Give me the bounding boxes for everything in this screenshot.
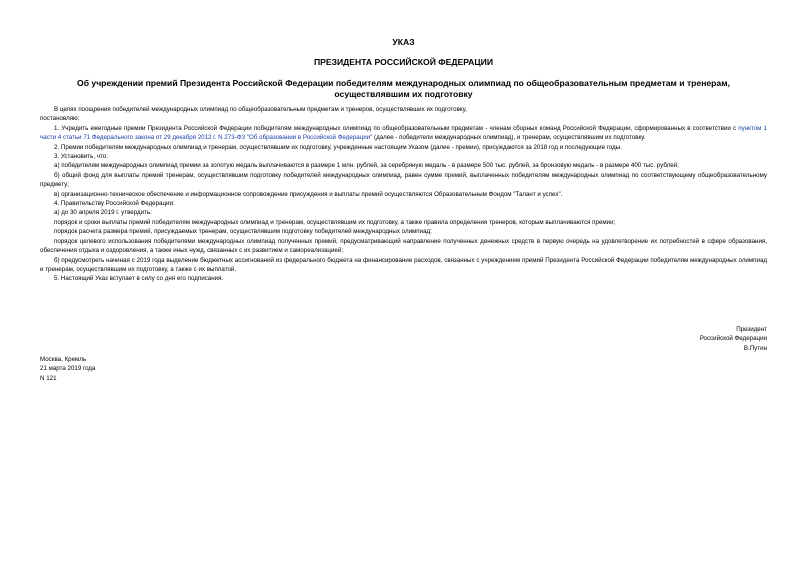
signature-title: Президент (736, 326, 767, 333)
paragraph-4a: а) до 30 апреля 2019 г. утвердить: (54, 209, 152, 217)
decree-word: постановляю: (40, 115, 80, 123)
paragraph-1 (40, 124, 767, 143)
document-issuer: ПРЕЗИДЕНТА РОССИЙСКОЙ ФЕДЕРАЦИИ (313, 57, 494, 67)
signature-block (567, 325, 767, 353)
decree-number: N 121 (40, 374, 57, 382)
paragraph-4: 4. Правительству Российской Федерации: (54, 200, 175, 208)
paragraph-3c: в) организационно-техническое обеспечение и информационное сопровождение присуждения и выплаты премий осуществляются Образовательным Фондом "Талант и успех". (54, 190, 563, 198)
paragraph-4a-item-1: порядок и сроки выплаты премий победителям международных олимпиад и тренерам, осуществлявшим их подготовку, а также правила определения тренеров, которым выплачиваются премии; (54, 218, 616, 226)
paragraph-4a-item-2: порядок расчета размера премий, присуждаемых тренерам, осуществлявшим подготовку победителей международных олимпиад; (54, 228, 432, 236)
paragraph-4b: б) предусмотреть начиная с 2019 года выделение бюджетных ассигнований из федерального бюджета на финансирование расходов, связанных с учреждением премий Президента Российской Федерации победителям международных олимпиад и тренерам, осуществлявшим их подготовку, а также с их выплатой. (40, 256, 767, 273)
document-body (40, 105, 767, 284)
paragraph-5: 5. Настоящий Указ вступает в силу со дня его подписания. (54, 275, 224, 283)
paragraph-3a: а) победителям международных олимпиад премии за золотую медаль выплачиваются в размере 1 млн. рублей, за серебряную медаль - в размере 500 тыс. рублей, за бронзовую медаль - в размере 400 тыс. рублей; (54, 162, 679, 170)
paragraph-4a-item-3: порядок целевого использования победителями международных олимпиад полученных премий, предусматривающий направление полученных денежных средств в первую очередь на удовлетворение их потребностей в сфере образования, обеспечения отдыха и оздоровления, а также иных нужд, связанных с их развитием и самореализацией; (40, 237, 767, 255)
paragraph-3b: б) общий фонд для выплаты премий тренерам, осуществлявшим подготовку победителей международных олимпиад, равен сумме премий, выплаченных победителям международных олимпиад по соответствующему общеобразовательному предмету; (40, 171, 767, 189)
document-type: УКАЗ (392, 37, 415, 47)
signing-details (40, 355, 96, 383)
signing-place: Москва, Кремль (40, 356, 87, 363)
signature-name: В.Путин (743, 344, 767, 352)
paragraph-2: 2. Премии победителям международных олимпиад и тренерам, осуществлявшим их подготовку, учрежденные настоящим Указом (далее - премии), присуждаются за 2018 год и последующие годы. (54, 143, 622, 151)
document-title: Об учреждении премий Президента Российской Федерации победителям международных олимпиад по общеобразовательным предметам и тренерам, осуществлявшим их подготовку (77, 78, 730, 99)
law-link[interactable]: пунктом 1 части 4 статьи 71 Федерального закона от 29 декабря 2012 г. N 273-ФЗ "Об образовании в Российской Федерации" (40, 124, 767, 142)
paragraph-3: 3. Установить, что: (54, 153, 108, 161)
intro-paragraph: В целях поощрения победителей международных олимпиад по общеобразовательным предметам и тренеров, осуществлявших их подготовку, (54, 106, 467, 113)
paragraph-1-start: 1. Учредить ежегодные премии Президента Российской Федерации победителям международных олимпиад по общеобразовательным предметам - членам сборных команд Российской Федерации, сформированных в соответствии с (54, 124, 739, 132)
paragraph-1-end: (далее - победители международных олимпиад), и тренерам, осуществлявшим их подготовку. (372, 134, 646, 142)
signing-date: 21 марта 2019 года (40, 365, 96, 373)
signature-country: Российской Федерации (699, 335, 767, 343)
